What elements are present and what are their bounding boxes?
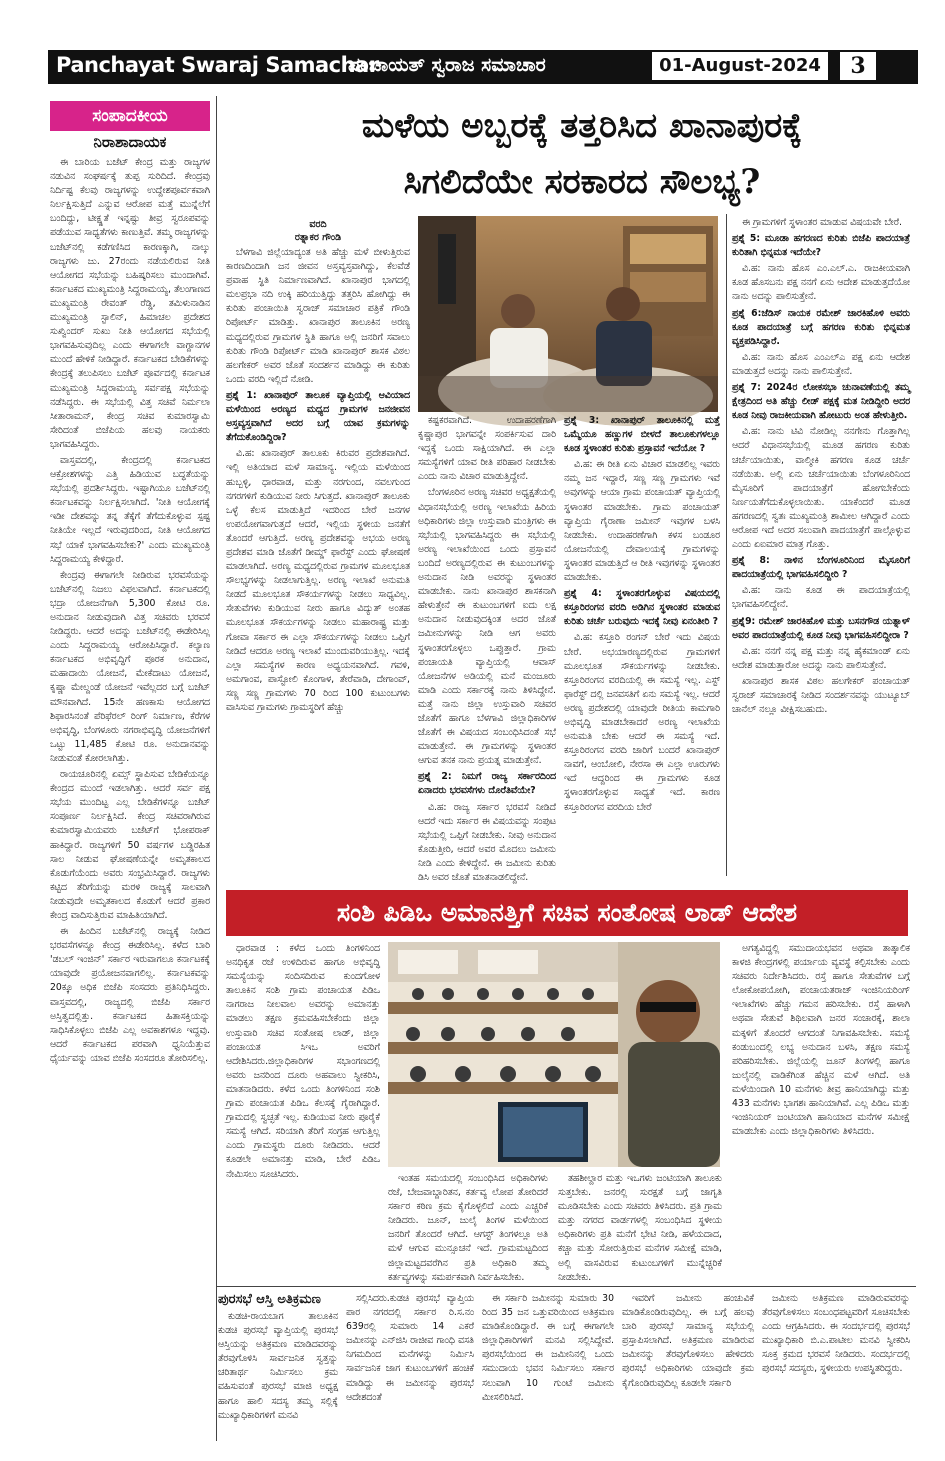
article1-column-2 [418,414,556,883]
editorial-paragraph: ಈ ಹಿಂದಿನ ಬಜೆಟ್‌ನಲ್ಲಿ ರಾಜ್ಯಕ್ಕೆ ನೀಡಿದ ಭರವಸೆಗಳನ್ನೂ ಕೇಂದ್ರ ಈಡೇರಿಸಿಲ್ಲ. ಕಳೆದ ಬಾರಿ 'ಡಬಲ್ ಇಂಜಿನ್' ಸರ್ಕಾರ ಇರುವಾಗಲೂ ಕರ್ನಾಟಕಕ್ಕೆ ಯಾವುದೇ ಪ್ರಯೋಜನವಾಗಲಿಲ್ಲ. ಕರ್ನಾಟಕವನ್ನು 20ಕ್ಕೂ ಅಧಿಕ ಬಿಜೆಪಿ ಸಂಸದರು ಪ್ರತಿನಿಧಿಸಿದ್ದರು. ವಾಸ್ತವದಲ್ಲಿ, ರಾಜ್ಯದಲ್ಲಿ ಬಿಜೆಪಿ ಸರ್ಕಾರ ಅಸ್ತಿತ್ವದಲ್ಲಿತ್ತು. ಕರ್ನಾಟಕದ ಹಿತಾಸಕ್ತಿಯನ್ನು ಸಾಧಿಸಿಕೊಳ್ಳಲು ಬಿಜೆಪಿ ಎಲ್ಲ ಅವಕಾಶಗಳೂ ಇದ್ದವು. ಆದರೆ ಕರ್ನಾಟಕದ ಪರವಾಗಿ ಧ್ವನಿಯೆತ್ತುವ ಧೈರ್ಯವನ್ನು ಯಾವ ಬಿಜೆಪಿ ಸಂಸದರೂ ತೋರಿಸಲಿಲ್ಲ. [50,926,210,1064]
article1-byline [226,218,410,244]
masthead-title-kn: ಪಂಚಾಯತ್ ಸ್ವರಾಜ ಸಮಾಚಾರ [348,54,546,76]
article3-paragraph: ಸಲ್ಲಿಸಿದರು.ಕುಡಚಿ ಪುರಸಭೆ ವ್ಯಾಪ್ತಿಯ ಪಾರ ನಗರದಲ್ಲಿ ಸರ್ಕಾರ ರಿ.ಸ.ನಂ 639ರಲ್ಲಿ ಸುಮಾರು 14 ಎಕರೆ ಜಮೀನನ್ನು ಎನ್‌ಜಿಸಿ ರಾಜೀವ ಗಾಂಧಿ ವಸತಿ ನಿಗಮದಿಂದ ಮನೆಗಳನ್ನು ನಿರ್ಮಿಸಿ ಸಾರ್ವಜನಿಕ ಜಾಗ ಕುಟುಂಬಗಳಿಗೆ ಹಂಚಿಕೆ ಮಾಡಿದ್ದು ಈ ಜಮೀನನ್ನು ಪುರಸಭೆ ಆದೇಶದಂತೆ [346,1293,474,1403]
issue-date: 01-August-2024 [652,52,828,80]
interview-paragraph: ವಿ.ಹ: ನಾನು ಟಿವಿ ನೋಡಿಲ್ಲ ನನಗೇನು ಗೊತ್ತಾಗಿಲ್ಲ ಆದರೆ ವಿಧಾನಸಭೆಯಲ್ಲಿ ಮೂಡ ಹಗರಣ ಕುರಿತು ಚರ್ಚೆಯಾಯಿತು, ವಾಲ್ಮೀಕಿ ಹಗರಣ ಕೂಡ ಚರ್ಚೆ ನಡೆಯಿತು. ಅಲ್ಲಿ ಏನು ಚರ್ಚೆಯಾಯಿತು ಬೆಂಗಳೂರಿನಿಂದ ಮೈಸೂರಿಗೆ ಪಾದಯಾತ್ರೆಗೆ ಹೋಗಬೇಕೆಂದು ನಿರ್ಣಯತೆಗೆದುಕೊಳ್ಳಲಾಯಿತು. ಯಾಕೆಂದರೆ ಮೂಡ ಹಗರಣದಲ್ಲಿ ಸ್ವತಃ ಮುಖ್ಯಮಂತ್ರಿ ಶಾಮೀಲ ಆಗಿದ್ದಾರೆ ಎಂದು ಆರೋಪ ಇದೆ ಅದರ ಸಲುವಾಗಿ ಪಾದಯಾತ್ರೆಗೆ ಪಾಲ್ಗೊಳ್ಳುವ ಎಂದು ಏಐಮಾರ ಮಾತ್ರ ಗೊತ್ತು. [732,426,910,551]
article1-headline [252,98,912,210]
article2-paragraph: ಧಾರವಾಡ : ಕಳೆದ ಒಂದು ತಿಂಗಳಿನಿಂದ ಅನಧಿಕೃತ ರಜೆ ಉಳಿದಿರುವ ಹಾಗೂ ಅಭಿವೃದ್ಧಿ ಸಮಸ್ಯೆಯನ್ನು ಸಂದಿಸದಿರುವ ಕುಂದಗೋಳ ತಾಲೂಕಿನ ಸಂಶಿ ಗ್ರಾಮ ಪಂಚಾಯತ ಪಿಡಿಒ ನಾಗರಾಜ ನೀಲವಾಲ ಅವರನ್ನು ಅಮಾನತ್ತು ಮಾಡಲು ತಕ್ಷಣ ಕ್ರಮವಹಿಸಬೇಕೆಂದು ಜಿಲ್ಲಾ ಉಸ್ತುವಾರಿ ಸಚಿವ ಸಂತೋಷ ಲಾಡ್, ಜಿಲ್ಲಾ ಪಂಚಾಯತ ಸಿಇಒ ಅವರಿಗೆ ಆದೇಶಿಸಿದರು.ಜಿಲ್ಲಾಧಿಕಾರಿಗಳ ಸಭಾಂಗಣದಲ್ಲಿ ಅವರು ಜನರಿಂದ ದೂರು ಅಹವಾಲು ಸ್ವೀಕರಿಸಿ, ಮಾತನಾಡಿದರು. ಕಳೆದ ಒಂದು ತಿಂಗಳಿನಿಂದ ಸಂಶಿ ಗ್ರಾಮ ಪಂಚಾಯತ ಪಿಡಿಒ ಕೆಲಸಕ್ಕೆ ಗೈರಾಗಿದ್ದಾರೆ. ಗ್ರಾಮದಲ್ಲಿ ಸ್ವಚ್ಛತೆ ಇಲ್ಲ. ಕುಡಿಯುವ ನೀರು ಪೂರೈಕೆ ಸಮಸ್ಯೆ ಆಗಿದೆ. ಸರಿಯಾಗಿ ತೆರಿಗೆ ಸಂಗ್ರಹ ಆಗುತ್ತಿಲ್ಲ ಎಂದು ಗ್ರಾಮಸ್ಥರು ದೂರು ನೀಡಿದರು. ಆದರೆ ಕೂಡಲೇ ಅಮಾನತ್ತು ಮಾಡಿ, ಬೇರೆ ಪಿಡಿಒ ನೇಮಿಸಲು ಸೂಚಿಸಿದರು. [226,943,380,1180]
interview-paragraph: ವಿ.ಹ: ಈ ರೀತಿ ಏನು ವಿಚಾರ ಮಾಡಲಿಲ್ಲ ಇವರು ನಮ್ಮ ಜನ ಇದ್ದಾರೆ, ಸಣ್ಣ ಸಣ್ಣ ಗ್ರಾಮಗಳು ಇವೆ ಅವುಗಳನ್ನು ಆಯಾ ಗ್ರಾಮ ಪಂಚಾಯತ್ ವ್ಯಾಪ್ತಿಯಲ್ಲಿ ಸ್ಥಳಾಂತರ ಮಾಡಬೇಕು. ಗ್ರಾಮ ಪಂಚಾಯತ್ ವ್ಯಾಪ್ತಿಯ ಗೈರಾಣಾ ಜಮೀನ್ ಇವುಗಳ ಬಳಸಿ ನೀಡಬೇಕು. ಉದಾಹರಣೆಗಾಗಿ ಕಳಸ ಬಂಡೂರ ಯೋಜನೆಯಲ್ಲಿ ದೇವಾಲಯಕ್ಕೆ ಗ್ರಾಮಗಳನ್ನು ಸ್ಥಳಾಂತರ ಮಾಡುತ್ತಿದೆ ಆ ರೀತಿ ಇವುಗಳನ್ನು ಸ್ಥಳಾಂತರ ಮಾಡಬೇಕು. [564,459,720,584]
article1-headline-line1: ಮಳೆಯ ಅಬ್ಬರಕ್ಕೆ ತತ್ತರಿಸಿದ ಖಾನಾಪುರಕ್ಕೆ [361,106,803,146]
editorial-paragraph: ಈ ಬಾರಿಯ ಬಜೆಟ್ ಕೇಂದ್ರ ಮತ್ತು ರಾಜ್ಯಗಳ ನಡುವಿನ ಸಂಘರ್ಷಕ್ಕೆ ತುಪ್ಪ ಸುರಿದಿದೆ. ಕೇಂದ್ರವು ನಿರ್ದಿಷ್ಟ ಕೆಲವು ರಾಜ್ಯಗಳನ್ನು ಉದ್ದೇಶಪೂರ್ವಕವಾಗಿ ನಿರ್ಲಕ್ಷಿಸುತ್ತಿದೆ ಎನ್ನುವ ಆರೋಪ ಮತ್ತೆ ಮುನ್ನೆಲೆಗೆ ಬಂದಿದ್ದು, ಟೀಕ್ಷ್ಣತೆ ಇನ್ನಷ್ಟು ತೀವ್ರ ಸ್ವರೂಪವನ್ನು ಪಡೆಯುವ ಸಾಧ್ಯತೆಗಳು ಕಾಣುತ್ತಿವೆ. ತಮ್ಮ ರಾಜ್ಯಗಳನ್ನು ಬಜೆಟ್‌ನಲ್ಲಿ ಕಡೆಗಣಿಸಿದ ಕಾರಣಕ್ಕಾಗಿ, ನಾಲ್ಕು ರಾಜ್ಯಗಳು ಜು. 27ರಂದು ನಡೆಯಲಿರುವ ನೀತಿ ಆಯೋಗದ ಸಭೆಯನ್ನು ಬಹಿಷ್ಕರಿಸಲು ಮುಂದಾಗಿವೆ. ಕರ್ನಾಟಕದ ಮುಖ್ಯಮಂತ್ರಿ ಸಿದ್ದರಾಮಯ್ಯ, ತೆಲಂಗಾಣದ ಮುಖ್ಯಮಂತ್ರಿ ರೇವಂತ್ ರೆಡ್ಡಿ, ತಮಿಳುನಾಡಿನ ಮುಖ್ಯಮಂತ್ರಿ ಸ್ಟಾಲಿನ್, ಹಿಮಾಚಲ ಪ್ರದೇಶದ ಸುಖ್ವಿಂದರ್ ಸುಖು ನೀತಿ ಆಯೋಗದ ಸಭೆಯಲ್ಲಿ ಭಾಗವಹಿಸುವುದಿಲ್ಲ ಎಂದು ಈಗಾಗಲೇ ವಾಗ್ದಾನಗಳ ಮುಂದೆ ಹೇಳಿಕೆ ನೀಡಿದ್ದಾರೆ. ಕರ್ನಾಟಕದ ಬೇಡಿಕೆಗಳನ್ನು ಕೇಂದ್ರಕ್ಕೆ ತಲುಪಿಸಲು ಬಜೆಟ್ ಪೂರ್ವದಲ್ಲಿ ಕರ್ನಾಟಕ ಮುಖ್ಯಮಂತ್ರಿ ಸಿದ್ದರಾಮಯ್ಯ ಸರ್ವಪಕ್ಷ ಸಭೆಯನ್ನು ನಡೆಸಿದ್ದರು. ಈ ಸಭೆಯಲ್ಲಿ ವಿತ್ತ ಸಚಿವೆ ನಿರ್ಮಲಾ ಸೀತಾರಾಮನ್, ಕೇಂದ್ರ ಸಚಿವ ಕುಮಾರಸ್ವಾಮಿ ಸೇರಿದಂತೆ ಬಿಜೆಪಿಯ ಹಲವು ನಾಯಕರು ಭಾಗವಹಿಸಿದ್ದರು. [50,157,210,450]
article3-paragraph: ಈ ಸರ್ಕಾರಿ ಜಮೀನನ್ನು ಸುಮಾರು 30 ರಿಂದ 35 ಜನ ಒತ್ತುವರಿಯಿಂದ ಅತಿಕ್ರಮಣ ಮಾಡಿಕೊಂಡಿದ್ದಾರೆ. ಈ ಬಗ್ಗೆ ಈಗಾಗಲೇ ಜಿಲ್ಲಾಧಿಕಾರಿಗಳಿಗೆ ಮನವಿ ಸಲ್ಲಿಸಿದ್ದೇವೆ. ಪುರಸಭೆಯಿಂದ ಈ ಜಮೀನಿನಲ್ಲಿ ಒಂದು ಸಮುದಾಯ ಭವನ ನಿರ್ಮಿಸಲು ಸರ್ಕಾರ ಸಲುವಾಗಿ 10 ಗುಂಟೆ ಜಮೀನು ಮೀಸಲಿರಿಸಿದೆ. [482,1293,614,1403]
editorial-body [50,156,210,1436]
interview-paragraph: ವಿ.ಹ: ಕಸ್ತೂರಿ ರಂಗನ್ ಬೇರೆ ಇದು ವಿಷಯ ಬೇರೆ. ಅಭಯಾರಣ್ಯದಲ್ಲಿರುವ ಗ್ರಾಮಗಳಿಗೆ ಮೂಲಭೂತ ಸೌಕರ್ಯಗಳನ್ನು ನೀಡಬೇಕು. ಕಸ್ತೂರಿರಂಗನ ವರದಿಯಲ್ಲಿ ಈ ಸಮಸ್ಯೆ ಇಲ್ಲ. ಎಸ್ಟ್ ಫಾರೆಸ್ಟ್ ದಲ್ಲಿ ಜನವಸತಿಗೆ ಏನು ಸಮಸ್ಯೆ ಇಲ್ಲ. ಆದರೆ ಅರಣ್ಯ ಪ್ರದೇಶದಲ್ಲಿ ಯಾವುದೇ ರೀತಿಯ ಕಾಮಗಾರಿ ಅಭಿವೃದ್ಧಿ ಮಾಡಬೇಕಾದರೆ ಅರಣ್ಯ ಇಲಾಖೆಯ ಅನುಮತಿ ಬೇಕು ಆದರೆ ಈ ಸಮಸ್ಯೆ ಇದೆ. ಕಸ್ತೂರಿರಂಗನ ವರದಿ ಜಾರಿಗೆ ಬಂದರೆ ಖಾನಾಪುರ್ ನಾವಗೆ, ಆಂಬೋಲಿ, ನೇರಸಾ ಈ ಎಲ್ಲಾ ಊರುಗಳು ಇದೆ ಆದ್ದರಿಂದ ಈ ಗ್ರಾಮಗಳು ಕೂಡ ಸ್ಥಳಾಂತರಗೊಳ್ಳುವ ಸಾಧ್ಯತೆ ಇದೆ. ಕಾರಣ ಕಸ್ತೂರಿರಂಗನ ವರದಿಯ ಬೇರೆ [564,632,720,813]
article1-headline-line2: ಸಿಗಲಿದೆಯೇ ಸರಕಾರದ ಸೌಲಭ್ಯ? [403,162,761,202]
interview-paragraph: ಬೆಳಗಾವಿ ಜಿಲ್ಲೆಯಾದ್ಯಂತ ಅತಿ ಹೆಚ್ಚು ಮಳೆ ಬೀಳುತ್ತಿರುವ ಕಾರಣದಿಂದಾಗಿ ಜನ ಜೀವನ ಅಸ್ತವ್ಯಸ್ತವಾಗಿದ್ದು, ಕೆಲವೆಡೆ ಪ್ರವಾಹ ಸ್ಥಿತಿ ನಿರ್ಮಾಣವಾಗಿದೆ. ಖಾನಾಪುರ ಭಾಗದಲ್ಲಿ ಮಲಪ್ರಭಾ ನದಿ ಉಕ್ಕಿ ಹರಿಯುತ್ತಿದ್ದು ತತ್ತರಿಸಿ ಹೋಗಿದ್ದು ಈ ಕುರಿತು ಪಂಚಾಯಿತಿ ಸ್ವರಾಜ್ ಸಮಾಚಾರ ಪತ್ರಿಕೆ ಗೌಂಡಿ ರಿಪೋರ್ಟ್ ಮಾಡಿತ್ತು. ಖಾನಾಪುರ ತಾಲೂಕಿನ ಅರಣ್ಯ ಮಧ್ಯದಲ್ಲಿರುವ ಗ್ರಾಮಗಳ ಸ್ಥಿತಿ ಹಾಗೂ ಅಲ್ಲಿ ಜನರಿಗೆ ಸವಾಲು ಕುರಿತು ಗೌಂಡಿ ರಿಪೋರ್ಟ್ ಮಾಡಿ ಖಾನಾಪುರ್ ಶಾಸಕ ವಿಠಲ ಹಲಗೇಕರ್ ಅವರ ಜೊತೆ ಸಂದರ್ಶನ ಮಾಡಿದ್ದು ಈ ಕುರಿತು ಒಂದು ವರದಿ ಇಲ್ಲಿದೆ ನೋಡಿ. [226,247,410,385]
interview-paragraph: ವಿ.ಹ: ನಾನು ಕೂಡ ಈ ಪಾದಯಾತ್ರೆಯಲ್ಲಿ ಭಾಗವಹಿಸಲಿದ್ದೇನೆ. [732,585,910,611]
interview-question: ಪ್ರಶ್ನೆ 4: ಸ್ಥಳಾಂತರಗೊಳ್ಳುವ ವಿಷಯದಲ್ಲಿ ಕಸ್ತೂರಿರಂಗನ ವರದಿ ಅಡಿಗಿನ ಸ್ಥಳಾಂತರ ಮಾಡುವ ಕುರಿತು ಚರ್ಚೆ ಬರುವುದು ಇದಕ್ಕೆ ನೀವು ಏನಂತೀರಿ ? [564,588,720,628]
article2-paragraph: ಅಗತ್ಯವಿದ್ದಲ್ಲಿ ಸಮುದಾಯಭವನ ಅಥವಾ ತಾತ್ಕಾಲಿಕ ಕಾಳಜಿ ಕೇಂದ್ರಗಳಲ್ಲಿ ಪರ್ಯಾಯ ವ್ಯವಸ್ಥೆ ಕಲ್ಪಿಸಬೇಕು ಎಂದು ಸಚಿವರು ನಿರ್ದೇಶಿಸಿದರು. ರಸ್ತೆ ಹಾಗೂ ಸೇತುವೆಗಳ ಬಗ್ಗೆ ಲೋಕೋಪಯೋಗಿ, ಪಂಚಾಯತರಾಜ್ ಇಂಜಿನಿಯರಿಂಗ್ ಇಲಾಖೆಗಳು ಹೆಚ್ಚು ಗಮನ ಹರಿಸಬೇಕು. ರಸ್ತೆ ಹಾಳಾಗಿ ಅಥವಾ ಸೇತುವೆ ಶಿಥಿಲವಾಗಿ ಜನರ ಸಂಚಾರಕ್ಕೆ, ಶಾಲಾ ಮಕ್ಕಳಿಗೆ ತೊಂದರೆ ಆಗದಂತೆ ನಿಗಾವಹಿಸಬೇಕು. ಸಮಸ್ಯೆ ಕಂಡುಬಂದಲ್ಲಿ ಲಭ್ಯ ಅನುದಾನ ಬಳಸಿ, ತಕ್ಷಣ ಸಮಸ್ಯೆ ಪರಿಹರಿಸಬೇಕು. ಜಿಲ್ಲೆಯಲ್ಲಿ ಜೂನ್ ತಿಂಗಳಲ್ಲಿ ಹಾಗೂ ಜುಲೈನಲ್ಲಿ ವಾಡಿಕೆಗಿಂತ ಹೆಚ್ಚಿನ ಮಳೆ ಆಗಿದೆ. ಅತಿ ಮಳೆಯಿಂದಾಗಿ 10 ಮನೆಗಳು ತೀವ್ರ ಹಾನಿಯಾಗಿದ್ದು ಮತ್ತು 433 ಮನೆಗಳು ಭಾಗಶಃ ಹಾನಿಯಾಗಿವೆ. ಎಲ್ಲ ಪಿಡಿಒ ಮತ್ತು ಇಂಜಿನಿಯರ್ ಜಂಟಿಯಾಗಿ ಹಾನಿಯಾದ ಮನೆಗಳ ಸಮೀಕ್ಷೆ ಮಾಡಬೇಕು ಎಂದು ಜಿಲ್ಲಾಧಿಕಾರಿಗಳು ತಿಳಿಸಿದರು. [732,943,910,1138]
interview-photo [418,216,718,412]
column-divider [216,96,217,1441]
interview-paragraph: ಕಷ್ಟಕರವಾಗಿದೆ. ಉದಾಹರಣೆಗಾಗಿ ಕೃಷ್ಣಾಪುರ ಭಾಗವನ್ನೇ ಸಂಪರ್ಕಿಸುವ ದಾರಿ ಇದ್ದಕ್ಕೆ ಒಂದು ಸಾಕ್ಷಿಯಾಗಿದೆ. ಈ ಎಲ್ಲಾ ಸಮಸ್ಯೆಗಳಿಗೆ ಯಾವ ರೀತಿ ಪರಿಹಾರ ನೀಡಬೇಕು ಎಂದು ನಾನು ವಿಚಾರ ಮಾಡುತ್ತಿದ್ದೇನೆ. [418,415,556,483]
interview-question: ಪ್ರಶ್ನೆ 8: ನಾಳಿನ ಬೆಂಗಳೂರಿನಿಂದ ಮೈಸೂರಿಗೆ ಪಾದಯಾತ್ರೆಯಲ್ಲಿ ಭಾಗವಹಿಸಲಿದ್ದೀರಿ ? [732,555,910,581]
interview-paragraph: ಈ ಗ್ರಾಮಗಳಿಗೆ ಸ್ಥಳಾಂತರ ಮಾಡುವ ವಿಷಯವೇ ಬೇರೆ. [742,217,902,228]
article1-column-1 [226,246,410,878]
article1-column-3 [564,414,720,876]
article2-column-3 [558,1172,722,1282]
interview-paragraph: ವಿ.ಹ: ರಾಜ್ಯ ಸರ್ಕಾರ ಭರವಸೆ ನೀಡಿದೆ ಆದರೆ ಇದು ಸರ್ಕಾರ ಈ ವಿಷಯವನ್ನು ಸಂಪುಟ ಸಭೆಯಲ್ಲಿ ಒಪ್ಪಿಗೆ ನೀಡಬೇಕು. ನೀವು ಅನುದಾನ ಕೊಡುತ್ತೀರಿ, ಆದರೆ ಅವರ ಮೊದಲು ಜಮೀನು ನೀಡಿ ಎಂದು ಕೇಳಿದ್ದೇನೆ. ಈ ಜಮೀನು ಕುರಿತು ಡಿಸಿ ಅವರ ಜೊತೆ ಮಾತನಾಡಲಿದ್ದೇನೆ. [418,801,556,883]
interview-question: ಪ್ರಶ್ನೆ9: ರಮೇಶ್ ಜಾರಕಿಹೊಳಿ ಮತ್ತು ಬಸನಗೌಡ ಯತ್ನಾಳ್ ಅವರ ಪಾದಯಾತ್ರೆಯಲ್ಲಿ ಕೂಡ ನೀವು ಭಾಗವಹಿಸಲಿದ್ದೀರಾ ? [732,615,910,641]
article3-headline: ಪುರಸಭೆ ಆಸ್ತಿ ಅತಿಕ್ರಮಣ [218,1292,321,1307]
interview-paragraph: ವಿ.ಹ: ಖಾನಾಪುರ್ ತಾಲೂಕು ಕಿರುವರ ಪ್ರದೇಶವಾಗಿದೆ. ಇಲ್ಲಿ ಅತಿಯಾದ ಮಳೆ ಸಾಮಾನ್ಯ. ಇಲ್ಲಿಯ ಮಳೆಯಿಂದ ಹುಬ್ಬಳ್ಳಿ, ಧಾರವಾಡ, ಮತ್ತು ನರಗುಂದ, ನವಲಗುಂದ ನಗರಗಳಿಗೆ ಕುಡಿಯುವ ನೀರು ಸಿಗುತ್ತದೆ. ಖಾನಾಪುರ್ ತಾಲೂಕು ಒಳ್ಳೆ ಕೆಲಸ ಮಾಡುತ್ತಿದೆ ಇದರಿಂದ ಬೇರೆ ಜನಗಳ ಉಪಯೋಗವಾಗುತ್ತದೆ ಆದರೆ, ಇಲ್ಲಿಯ ಸ್ಥಳೀಯ ಜನತೆಗೆ ತೊಂದರೆ ಆಗುತ್ತಿದೆ. ಅರಣ್ಯ ಪ್ರದೇಶವನ್ನು ಅಭಯ ಅರಣ್ಯ ಪ್ರದೇಶವ ಮಾಡಿ ಜೊತೆಗೆ ಡೀಮ್ಡ್ ಫಾರೆಸ್ಟ್ ಎಂದು ಘೋಷಣೆ ಮಾಡಲಾಗಿದೆ. ಅರಣ್ಯ ಮಧ್ಯದಲ್ಲಿರುವ ಗ್ರಾಮಗಳ ಮೂಲಭೂತ ಸೌಲಭ್ಯಗಳನ್ನು ನೀಡಲಾಗುತ್ತಿಲ್ಲ. ಅರಣ್ಯ ಇಲಾಖೆ ಅನುಮತಿ ನೀಡದೆ ಮೂಲಭೂತ ಸೌಕರ್ಯಗಳನ್ನು ನೀಡಲು ಸಾಧ್ಯವಿಲ್ಲ. ಸೇತುವೆಗಳು ಕುಡಿಯುವ ನೀರು ಹಾಗೂ ವಿದ್ಯುತ್ ಅಂತಹ ಮೂಲಭೂತ ಸೌಕರ್ಯಗಳನ್ನು ನೀಡಲು ಮಹಾರಾಷ್ಟ್ರ ಮತ್ತು ಗೋವಾ ಸರ್ಕಾರ ಈ ಎಲ್ಲಾ ಸೌಕರ್ಯಗಳನ್ನು ನೀಡಲು ಒಪ್ಪಿಗೆ ನೀಡಿದೆ ಆದರೂ ಅರಣ್ಯ ಇಲಾಖೆ ಮುಂದುವರಿಯುತ್ತಿಲ್ಲ. ಇದಕ್ಕೆ ಎಲ್ಲಾ ಸಮಸ್ಯೆಗಳ ಕಾರಣ ಅಧ್ಯಯನವಾಗಿದೆ. ಗವಳಿ, ಅಮಗಾಂವ, ಪಾಸ್ಟೋಲಿ ಕೊಂಗಾಳ, ತೇರೆವಾಡಿ, ದೇಗಾಂವ್, ಸಣ್ಣ ಸಣ್ಣ ಗ್ರಾಮಗಳು 70 ರಿಂದ 100 ಕುಟುಂಬಗಳು ವಾಸಿಸುವ ಗ್ರಾಮಗಳು ಗ್ರಾಮಸ್ಥರಿಗೆ ಹೆಚ್ಚು [226,448,410,713]
article2-column-1 [226,942,380,1280]
interview-photo-image [418,216,718,412]
column-divider [726,214,727,876]
article3-column-5 [762,1292,910,1438]
article3-column-3 [482,1292,614,1438]
section-divider [216,1286,916,1287]
editorial-title: ನಿರಾಶಾದಾಯಕ [93,133,167,151]
article2-headline: ಸಂಶಿ ಪಿಡಿಒ ಅಮಾನತ್ತಿಗೆ ಸಚಿವ ಸಂತೋಷ ಲಾಡ್ ಆದೇಶ [336,898,798,927]
meeting-photo-image [388,942,720,1167]
interview-question: ಪ್ರಶ್ನೆ 7: 2024ರ ಲೋಕಸಭಾ ಚುನಾವಣೆಯಲ್ಲಿ ತಮ್ಮ ಕ್ಷೇತ್ರದಿಂದ ಅತಿ ಹೆಚ್ಚು ಲೀಡ್ ಪಕ್ಷಕ್ಕೆ ಮತ ನೀಡಿದ್ದೀರಿ ಅದರ ಕೂಡ ನೀವು ರಾಜಕೀಯವಾಗಿ ಹೋಟುರು ಅಂತ ಹೇಳುತ್ತೀರಿ. [732,382,910,422]
article1-column-4 [732,216,910,878]
masthead-title-en: Panchayat Swaraj Samachar [56,53,379,77]
interview-question: ಪ್ರಶ್ನೆ 6:ಜೆಡಿಸ್ ನಾಯಕ ರಮೇಶ್ ಜಾರಕಿಹೊಳಿ ಅವರು ಕೂಡ ಪಾದಯಾತ್ರೆ ಬಗ್ಗೆ ಹಗರಣ ಕುರಿತು ಭಿನ್ನಮತ ವ್ಯಕ್ತಪಡಿಸಿದ್ದಾರೆ. [732,307,910,347]
interview-question: ಪ್ರಶ್ನೆ 2: ನಿಮಗೆ ರಾಜ್ಯ ಸರ್ಕಾರದಿಂದ ಏನಾದರು ಭರವಸೆಗಳು ದೊರೆತಿವೆಯೇ? [418,771,556,797]
article3-paragraph: ಇವರಿಗೆ ಜಮೀನು ಹಂಚುವಿಕೆ ಮಾಡಿಕೊಂಡಿರುವುದಿಲ್ಲ. ಈ ಬಗ್ಗೆ ಹಲವು ಬಾರಿ ಪುರಸಭೆ ಸಾಮಾನ್ಯ ಸಭೆಯಲ್ಲಿ ಪ್ರಸ್ತಾಪಿಸಲಾಗಿದೆ. ಅತಿಕ್ರಮಣ ಮಾಡಿರುವ ಜಮೀನನ್ನು ತೆರವುಗೊಳಿಸಲು ಹೇಳಿದರು ಪುರಸಭೆ ಅಧಿಕಾರಿಗಳು ಯಾವುದೇ ಕ್ರಮ ಕೈಗೊಂಡಿರುವುದಿಲ್ಲ ಕೂಡಲೇ ಸರ್ಕಾರಿ [622,1293,754,1389]
editorial-paragraph: ವಾಸ್ತವದಲ್ಲಿ, ಕೇಂದ್ರದಲ್ಲಿ ಕರ್ನಾಟಕದ ಆಕ್ರೋಶಗಳನ್ನು ಎತ್ತಿ ಹಿಡಿಯುವ ಬದ್ಧತೆಯನ್ನು ಸಭೆಯಲ್ಲಿ ಪ್ರದರ್ಶಿಸಿದ್ದರು. ಇಷ್ಟಾಗಿಯೂ ಬಜೆಟ್‌ನಲ್ಲಿ ಕರ್ನಾಟಕವನ್ನು ನಿರ್ಲಕ್ಷಿಸಲಾಗಿದೆ. 'ನೀತಿ ಆಯೋಗಕ್ಕೆ ಇಡೀ ದೇಶವನ್ನು ತನ್ನ ತೆಕ್ಕೆಗೆ ತೆಗೆದುಕೊಳ್ಳುವ ಸ್ಪಷ್ಟ ನೀತಿಯೇ ಇಲ್ಲದೆ ಇರುವುದರಿಂದ, ನೀತಿ ಆಯೋಗದ ಸಭೆ ಯಾಕೆ ಭಾಗವಹಿಸಬೇಕು?' ಎಂದು ಮುಖ್ಯಮಂತ್ರಿ ಸಿದ್ದರಾಮಯ್ಯ ಕೇಳಿದ್ದಾರೆ. [50,454,210,565]
article2-column-2 [388,1172,548,1282]
editorial-paragraph: ಕೇಂದ್ರವು ಈಗಾಗಲೇ ನೀಡಿರುವ ಭರವಸೆಯನ್ನು ಬಜೆಟ್‌ನಲ್ಲಿ ನಿಜಲು ವಿಫಲವಾಗಿದೆ. ಕರ್ನಾಟಕದಲ್ಲಿ ಭದ್ರಾ ಯೋಜನೆಗಾಗಿ 5,300 ಕೋಟಿ ರೂ. ಅನುದಾನ ನೀಡುವುದಾಗಿ ವಿತ್ತ ಸಚಿವರು ಭರವಸೆ ನೀಡಿದ್ದರು. ಆದರೆ ಅದನ್ನು ಬಜೆಟ್‌ನಲ್ಲಿ ಈಡೇರಿಸಿಲ್ಲ ಎಂದು ಸಿದ್ದರಾಮಯ್ಯ ಆರೋಪಿಸಿದ್ದಾರೆ. ಕಲ್ಯಾಣ ಕರ್ನಾಟಕದ ಅಭಿವೃದ್ಧಿಗೆ ಪೂರಕ ಅನುದಾನ, ಮಹಾದಾಯಿ ಯೋಜನೆ, ಮೇಕೆದಾಟು ಯೋಜನೆ, ಕೃಷ್ಣಾ ಮೇಲ್ದಂಡೆ ಯೋಜನೆ ಇವೆಲ್ಲದರ ಬಗ್ಗೆ ಬಜೆಟ್ ಮೌನವಾಗಿದೆ. 15ನೇ ಹಣಕಾಸು ಆಯೋಗದ ಶಿಫಾರಸಿನಂತೆ ಪೆರಿಫೆರಲ್ ರಿಂಗ್ ನಿರ್ಮಾಣ, ಕೆರೆಗಳ ಅಭಿವೃದ್ಧಿ, ಬೆಂಗಳೂರು ನಗರಾಭಿವೃದ್ಧಿ ಯೋಜನೆಗಳಿಗೆ ಒಟ್ಟು 11,485 ಕೋಟಿ ರೂ. ಅನುದಾನವನ್ನು ನೀಡುವಂತೆ ಕೋರಲಾಗಿತ್ತು. [50,569,210,764]
page-number: 3 [840,52,876,80]
article3-paragraph: ಕುಡಚಿ-ರಾಯಬಾಗ ತಾಲೂಕಿನ ಕುಡಚಿ ಪುರಸಭೆ ವ್ಯಾಪ್ತಿಯಲ್ಲಿ ಪುರಸಭೆ ಆಸ್ತಿಯನ್ನು ಅತಿಕ್ರಮಣ ಮಾಡಿದವರನ್ನು ತೆರವುಗೊಳಿಸಿ ಸಾರ್ವಜನಿಕ ಸ್ವತ್ತನ್ನು ಚರಿತಾರ್ಥ ನಿರ್ಮಿಸಲು ಕ್ರಮ ವಹಿಸುವಂತೆ ಪುರಸಭೆ ಮಾಜಿ ಅಧ್ಯಕ್ಷ ಹಾಗೂ ಹಾಲಿ ಸದಸ್ಯ ತಮ್ಮ ಸಲ್ಲಿಕ್ಕೆ ಮುಖ್ಯಾಧಿಕಾರಿಗಳಿಗೆ ಮನವಿ [218,1311,338,1421]
interview-paragraph: ವಿ.ಹ: ನಾನು ಹೊಸ ಎಂ.ಎಲ್.ಎ. ರಾಜಕೀಯವಾಗಿ ಕೂಡ ಹೊಸಬನು ಪಕ್ಷ ನನಗೆ ಏನು ಆದೇಶ ಮಾಡುತ್ತದೆಯೋ ನಾನು ಅದನ್ನು ಪಾಲಿಸುತ್ತೇನೆ. [732,263,910,303]
article2-column-4 [732,942,910,1280]
interview-question: ಪ್ರಶ್ನೆ 1: ಖಾನಾಪುರ್ ತಾಲೂಕ ವ್ಯಾಪ್ತಿಯಲ್ಲಿ ಆವಿಯಾದ ಮಳೆಯಿಂದ ಅರಣ್ಯದ ಮಧ್ಯದ ಗ್ರಾಮಗಳ ಜನಜೀವನ ಅಸ್ತವ್ಯಸ್ತವಾಗಿದೆ ಅದರ ಬಗ್ಗೆ ಯಾವ ಕ್ರಮಗಳನ್ನು ತೆಗೆದುಕೊಂಡಿದ್ದಿರಾ? [226,389,410,444]
article2-paragraph: ಇಂತಹ ಸಮಯದಲ್ಲಿ ಸಂಬಂಧಿಸಿದ ಅಧಿಕಾರಿಗಳು ರಜೆ, ಬೇಜವಾಬ್ದಾರಿತನ, ಕರ್ತವ್ಯ ಲೋಪ ತೋರಿದರೆ ಸರ್ಕಾರ ಕಠಿಣ ಕ್ರಮ ಕೈಗೊಳ್ಳಲಿದೆ ಎಂದು ಎಚ್ಚರಿಕೆ ನೀಡಿದರು. ಜೂನ್, ಜುಲೈ ತಿಂಗಳ ಮಳೆಯಿಂದ ಜನರಿಗೆ ತೊಂದರೆ ಆಗಿದೆ. ಆಗಸ್ಟ್ ತಿಂಗಳಲ್ಲೂ ಅತಿ ಮಳೆ ಆಗುವ ಮುನ್ಸೂಚನೆ ಇದೆ. ಗ್ರಾಮಮಟ್ಟದಿಂದ ಜಿಲ್ಲಾಮಟ್ಟದವರೆಗಿನ ಪ್ರತಿ ಅಧಿಕಾರಿ ತಮ್ಮ ಕರ್ತವ್ಯಗಳನ್ನು ಸಮರ್ಪಕವಾಗಿ ನಿರ್ವಹಿಸಬೇಕು. [388,1173,548,1283]
interview-paragraph: ವಿ.ಹ: ನನಗೆ ನನ್ನ ಪಕ್ಷ ಮತ್ತು ನನ್ನ ಹೈಕಮಾಂಡ್ ಏನು ಆದೇಶ ಮಾಡುತ್ತಾರೋ ಅದನ್ನು ನಾನು ಪಾಲಿಸುತ್ತೇನೆ. [732,645,910,671]
interview-paragraph: ಬೆಂಗಳೂರಿನ ಅರಣ್ಯ ಸಚಿವರ ಅಧ್ಯಕ್ಷತೆಯಲ್ಲಿ ವಿಧಾನಸಭೆಯಲ್ಲಿ ಅರಣ್ಯ ಇಲಾಖೆಯ ಹಿರಿಯ ಅಧಿಕಾರಿಗಳು ಜಿಲ್ಲಾ ಉಸ್ತುವಾರಿ ಮಂತ್ರಿಗಳು ಈ ಸಭೆಯಲ್ಲಿ ಭಾಗವಹಿಸಿದ್ದರು ಈ ಸಭೆಯಲ್ಲಿ ಅರಣ್ಯ ಇಲಾಖೆಯಿಂದ ಒಂದು ಪ್ರಸ್ತಾವನೆ ಬಂದಿದೆ ಅರಣ್ಯದಲ್ಲಿರುವ ಈ ಕುಟುಂಬಗಳನ್ನು ಅನುದಾನ ನೀಡಿ ಅವರನ್ನು ಸ್ಥಳಾಂತರ ಮಾಡಬೇಕು. ನಾನು ಖಾನಾಪುರ ಶಾಸಕನಾಗಿ ಹೇಳುತ್ತೇನೆ ಈ ಕುಟುಂಬಗಳಿಗೆ ಐದು ಲಕ್ಷ ಅನುದಾನ ನೀಡುವುದಕ್ಕಿಂತ ಅದರ ಜೊತೆ ಜಮೀನುಗಳನ್ನು ನೀಡಿ ಆಗ ಅವರು ಸ್ಥಳಾಂತರಗೊಳ್ಳಲು ಒಪ್ಪುತ್ತಾರೆ. ಗ್ರಾಮ ಪಂಚಾಯತಿ ವ್ಯಾಪ್ತಿಯಲ್ಲಿ ಆವಾಸ್ ಯೋಜನೆಗಳ ಅಡಿಯಲ್ಲಿ ಮನೆ ಮಂಜೂರು ಮಾಡಿ ಎಂದು ಸರ್ಕಾರಕ್ಕೆ ನಾನು ತಿಳಿಸಿದ್ದೇನೆ. ಮತ್ತೆ ನಾನು ಜಿಲ್ಲಾ ಉಸ್ತುವಾರಿ ಸಚಿವರ ಜೊತೆಗೆ ಹಾಗೂ ಬೆಳಗಾವಿ ಜಿಲ್ಲಾಧಿಕಾರಿಗಳ ಜೊತೆಗೆ ಈ ವಿಷಯದ ಸಂಬಂಧಿಸಿದಂತೆ ಸಭೆ ಮಾಡುತ್ತೇನೆ. ಈ ಗ್ರಾಮಗಳನ್ನು ಸ್ಥಳಾಂತರ ಆಗುವ ತನಕ ನಾನು ಪ್ರಯತ್ನ ಮಾಡುತ್ತೇನೆ. [418,487,556,767]
article3-paragraph: ಜಮೀನು ಅತಿಕ್ರಮಣ ಮಾಡಿರುವವರನ್ನು ತೆರವುಗೊಳಿಸಲು ಸಂಬಂಧಪಟ್ಟವರಿಗೆ ಸೂಚಿಸಬೇಕು ಎಂದು ಆಗ್ರಹಿಸಿದರು. ಈ ಸಂದರ್ಭದಲ್ಲಿ ಪುರಸಭೆ ಮುಖ್ಯಾಧಿಕಾರಿ ಬಿ.ಎ.ಪಾಟೀಲ ಮನವಿ ಸ್ವೀಕರಿಸಿ ಸೂಕ್ತ ಕ್ರಮದ ಭರವಸೆ ನೀಡಿದರು. ಸಂದರ್ಭದಲ್ಲಿ ಪುರಸಭೆ ಸದಸ್ಯರು, ಸ್ಥಳೀಯರು ಉಪಸ್ಥಿತರಿದ್ದರು. [762,1293,910,1375]
editorial-tag: ಸಂಪಾದಕೀಯ [50,101,210,131]
interview-paragraph: ವಿ.ಹ: ನಾನು ಹೊಸ ಎಂಎಲ್ಎ ಪಕ್ಷ ಏನು ಆದೇಶ ಮಾಡುತ್ತದೆ ಅದನ್ನು ನಾನು ಪಾಲಿಸುತ್ತೇನೆ. [732,351,910,377]
interview-question: ಪ್ರಶ್ನೆ 5: ಮೂಡಾ ಹಗರಣದ ಕುರಿತು ಬಿಜೆಪಿ ಪಾದಯಾತ್ರೆ ಕುರಿತಾಗಿ ಭಿನ್ನಮತ ಇದೆಯೇ? [732,233,910,259]
meeting-photo [388,942,720,1167]
editorial-paragraph: ರಾಯಚೂರಿನಲ್ಲಿ ಏಮ್ಸ್ ಸ್ಥಾಪಿಸುವ ಬೇಡಿಕೆಯನ್ನೂ ಕೇಂದ್ರದ ಮುಂದೆ ಇಡಲಾಗಿತ್ತು. ಆದರೆ ಸರ್ವ ಪಕ್ಷ ಸಭೆಯ ಮುಂದಿಟ್ಟ ಎಲ್ಲ ಬೇಡಿಕೆಗಳನ್ನೂ ಬಜೆಟ್ ಸಂಪೂರ್ಣ ನಿರ್ಲಕ್ಷಿಸಿದೆ. ಕೇಂದ್ರ ಸಚಿವರಾಗಿರುವ ಕುಮಾರಸ್ವಾಮಿಯವರು ಬಜೆಟ್‌ಗೆ ಭೋಪರಾಕ್ ಹಾಕಿದ್ದಾರೆ. ರಾಜ್ಯಗಳಿಗೆ 50 ವರ್ಷಗಳ ಬಡ್ಡಿರಹಿತ ಸಾಲ ನೀಡುವ ಘೋಷಣೆಯನ್ನೇ ಅಮೃತಕಾಲದ ಕೊಡುಗೆಯೆಂದು ಅವರು ಸಂಭ್ರಮಿಸಿದ್ದಾರೆ. ರಾಜ್ಯಗಳು ಕಟ್ಟಿದ ತೆರಿಗೆಯನ್ನು ಮರಳಿ ರಾಜ್ಯಕ್ಕೆ ಸಾಲವಾಗಿ ನೀಡುವುದೇ ಅಮೃತಕಾಲದ ಕೊಡುಗೆ ಆದರೆ ಪ್ರಕಾರ ಕೇಂದ್ರ ವಾದಿಸುತ್ತಿರುವ ಮಾಹಿತಿಯಾಗಿದೆ. [50,769,210,921]
article3-column-2 [346,1292,474,1438]
byline-author: ರತ್ನಾಕರ ಗೌಂಡಿ [294,232,342,243]
interview-question: ಪ್ರಶ್ನೆ 3: ಖಾನಾಪುರ್ ತಾಲೂಕಿನಲ್ಲಿ ಮತ್ತೆ ಒಮ್ಮೆಯೂ ಹಣ್ಣುಗಳ ಬೀಳದೆ ತಾಲೂಕುಗಳಲ್ಲೂ ಕೂಡ ಸ್ಥಳಾಂತರ ಕುರಿತು ಪ್ರಸ್ತಾವನೆ ಇದೆಯೋ ? [564,415,720,455]
article2-paragraph: ತಹಶೀಲ್ದಾರ ಮತ್ತು ಇಒಗಳು ಜಂಟಿಯಾಗಿ ತಾಲೂಕು ಸುತ್ತಬೇಕು. ಜನರಲ್ಲಿ ಸುರಕ್ಷತೆ ಬಗ್ಗೆ ಜಾಗೃತಿ ಮೂಡಿಸಬೇಕು ಎಂದು ಸಚಿವರು ತಿಳಿಸಿದರು. ಪ್ರತಿ ಗ್ರಾಮ ಮತ್ತು ನಗರದ ವಾರ್ಡಗಳಲ್ಲಿ ಸಂಬಂಧಿಸಿದ ಸ್ಥಳೀಯ ಅಧಿಕಾರಿಗಳು ಪ್ರತಿ ಮನೆಗೆ ಭೇಟಿ ನೀಡಿ, ಹಳೆಯದಾದ, ಕಚ್ಚಾ ಮತ್ತು ಸೋರುತ್ತಿರುವ ಮನೆಗಳ ಸಮೀಕ್ಷೆ ಮಾಡಿ, ಅಲ್ಲಿ ವಾಸವಿರುವ ಕುಟುಂಬಗಳಿಗೆ ಮುನ್ನೆಚ್ಚರಿಕೆ ನೀಡಬೇಕು. [558,1173,722,1283]
article3-column-4 [622,1292,754,1438]
article3-column-1 [218,1310,338,1438]
interview-paragraph: ಖಾನಾಪುರ ಶಾಸಕ ವಿಠಲ ಹಲಗೇಕರ್ ಪಂಚಾಯತ್ ಸ್ವರಾಜ್ ಸಮಾಚಾರಕ್ಕೆ ನೀಡಿದ ಸಂದರ್ಶನವನ್ನು ಯುಟ್ಯೂಬ್ ಚಾನೆಲ್ ನಲ್ಲೂ ವೀಕ್ಷಿಸಬಹುದು. [732,675,910,716]
byline-label: ವರದಿ [309,219,327,230]
